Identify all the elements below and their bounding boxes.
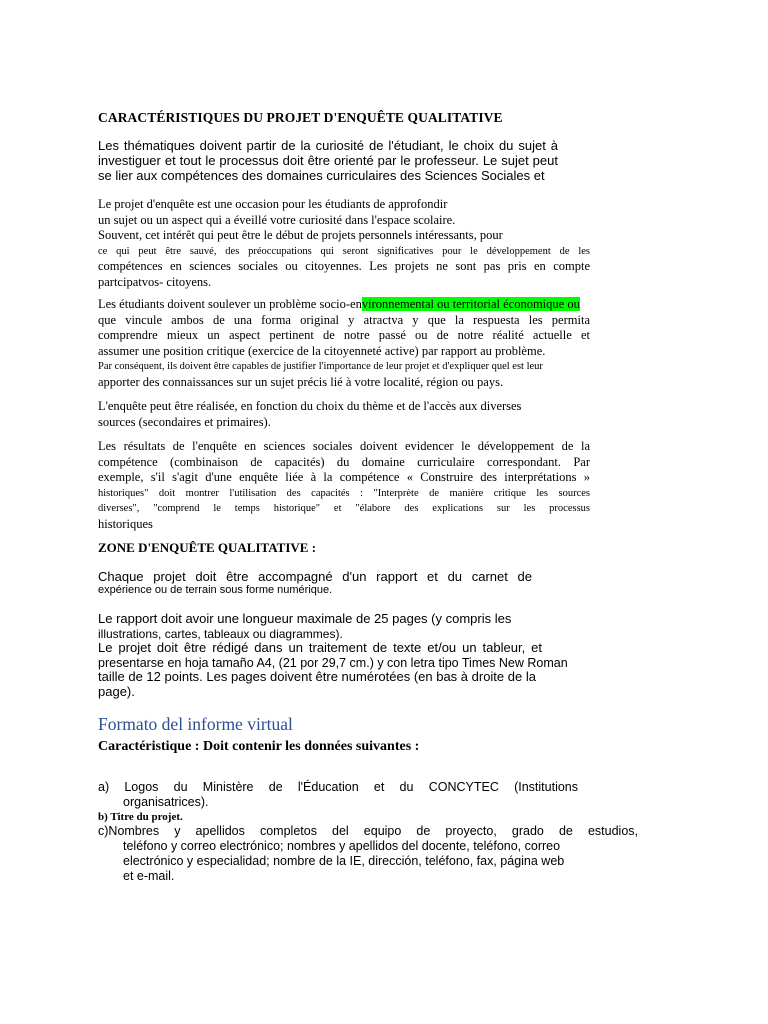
text-line — [98, 297, 590, 313]
text-line: compétence (combinaison de capacités) du domaine curriculaire correspondant. Par — [98, 454, 590, 469]
text-line: Les thématiques doivent partir de la curiosité de l'étudiant, le choix du sujet à — [98, 138, 558, 153]
text-line: comprendre mieux un aspect pertinent de notre passé ou de notre réalité actuelle et — [98, 328, 590, 342]
list-item-a: a) Logos du Ministère de l'Éducation et du CONCYTEC (Institutions — [98, 780, 578, 794]
text-line: Chaque projet doit être accompagné d'un rapport et du carnet de — [98, 569, 532, 584]
text-line: Par conséquent, ils doivent être capables de justifier l'importance de leur projet et d'expliquer quel est leur — [98, 361, 543, 372]
text-line: que vincule ambos de una forma original y atractva y que la respuesta les permita — [98, 312, 590, 327]
list-item-c-continued: electrónico y especialidad; nombre de la IE, dirección, teléfono, fax, página web — [123, 854, 565, 868]
text-line: sources (secondaires et primaires). — [98, 414, 271, 429]
text-line: presentarse en hoja tamaño A4, (21 por 29,7 cm.) y con letra tipo Times New Roman — [98, 655, 568, 670]
paragraph-projet — [98, 197, 590, 290]
list-item-b: b) Titre du projet. — [98, 811, 183, 823]
list-item-c: c)Nombres y apellidos completos del equipo de proyecto, grado de estudios, — [98, 824, 638, 838]
text-line: Souvent, cet intérêt qui peut être le début de projets personnels intéressants, pour — [98, 228, 503, 242]
highlighted-text: vironnemental ou territorial économique ou — [361, 297, 580, 311]
text-line: page). — [98, 683, 135, 699]
text-line: diverses", "comprend le temps historique" et "élabore des explications sur les processus — [98, 503, 590, 514]
list-item-c-continued: et e-mail. — [123, 869, 175, 883]
text-line: illustrations, cartes, tableaux ou diagrammes). — [98, 626, 343, 641]
text-line: Les résultats de l'enquête en sciences sociales doivent evidencer le développement de la — [98, 439, 590, 453]
zone-heading: ZONE D'ENQUÊTE QUALITATIVE : — [98, 540, 317, 555]
paragraph-resultats — [98, 439, 590, 532]
virtual-report-title: Formato del informe virtual — [98, 714, 293, 734]
requirements-list — [98, 780, 638, 884]
text-line: se lier aux compétences des domaines curriculaires des Sciences Sociales et — [98, 168, 545, 183]
zone-paragraph-1 — [98, 569, 532, 597]
characteristics-heading: Caractéristique : Doit contenir les données suivantes : — [98, 739, 420, 754]
text-line: apporter des connaissances sur un sujet précis lié à votre localité, région ou pays. — [98, 374, 504, 389]
text-line: investiguer et tout le processus doit être orienté par le professeur. Le sujet peut — [98, 153, 558, 168]
text-line: partcipatvos- citoyens. — [98, 274, 212, 289]
list-item-a-continued: organisatrices). — [123, 795, 209, 809]
text-segment: Les étudiants doivent soulever un problème socio-en — [98, 297, 362, 311]
document-title: CARACTÉRISTIQUES DU PROJET D'ENQUÊTE QUALITATIVE — [98, 110, 503, 125]
zone-paragraph-2 — [98, 612, 580, 700]
text-line: historiques — [98, 516, 153, 531]
text-line: Le projet doit être rédigé dans un traitement de texte et/ou un tableur, et — [98, 640, 542, 656]
paragraph-enquete — [98, 399, 590, 430]
list-item-c-continued: teléfono y correo electrónico; nombres y apellidos del docente, teléfono, correo — [123, 839, 561, 853]
text-line: expérience ou de terrain sous forme numérique. — [98, 584, 333, 596]
text-line: compétences en sciences sociales ou citoyennes. Les projets ne sont pas pris en compte — [98, 259, 590, 273]
text-line: L'enquête peut être réalisée, en fonction du choix du thème et de l'accès aux diverses — [98, 399, 522, 413]
text-line: exemple, s'il s'agit d'une enquête liée à la compétence « Construire des interprétations » — [98, 470, 590, 484]
intro-paragraph — [98, 138, 558, 183]
text-line: Le projet d'enquête est une occasion pour les étudiants de approfondir — [98, 197, 448, 211]
text-line: assumer une position critique (exercice de la citoyenneté active) par rapport au problème. — [98, 343, 546, 358]
text-line: un sujet ou un aspect qui a éveillé votre curiosité dans l'espace scolaire. — [98, 212, 456, 227]
text-line: historiques" doit montrer l'utilisation des capacités : "Interprète de manière critique les sources — [98, 487, 590, 499]
text-line: taille de 12 points. Les pages doivent être numérotées (en bas à droite de la — [98, 669, 536, 685]
paragraph-etudiants — [98, 297, 590, 390]
text-line: ce qui peut être sauvé, des préoccupations qui seront significatives pour le développement de les — [98, 245, 590, 257]
text-line: Le rapport doit avoir une longueur maximale de 25 pages (y compris les — [98, 611, 512, 626]
